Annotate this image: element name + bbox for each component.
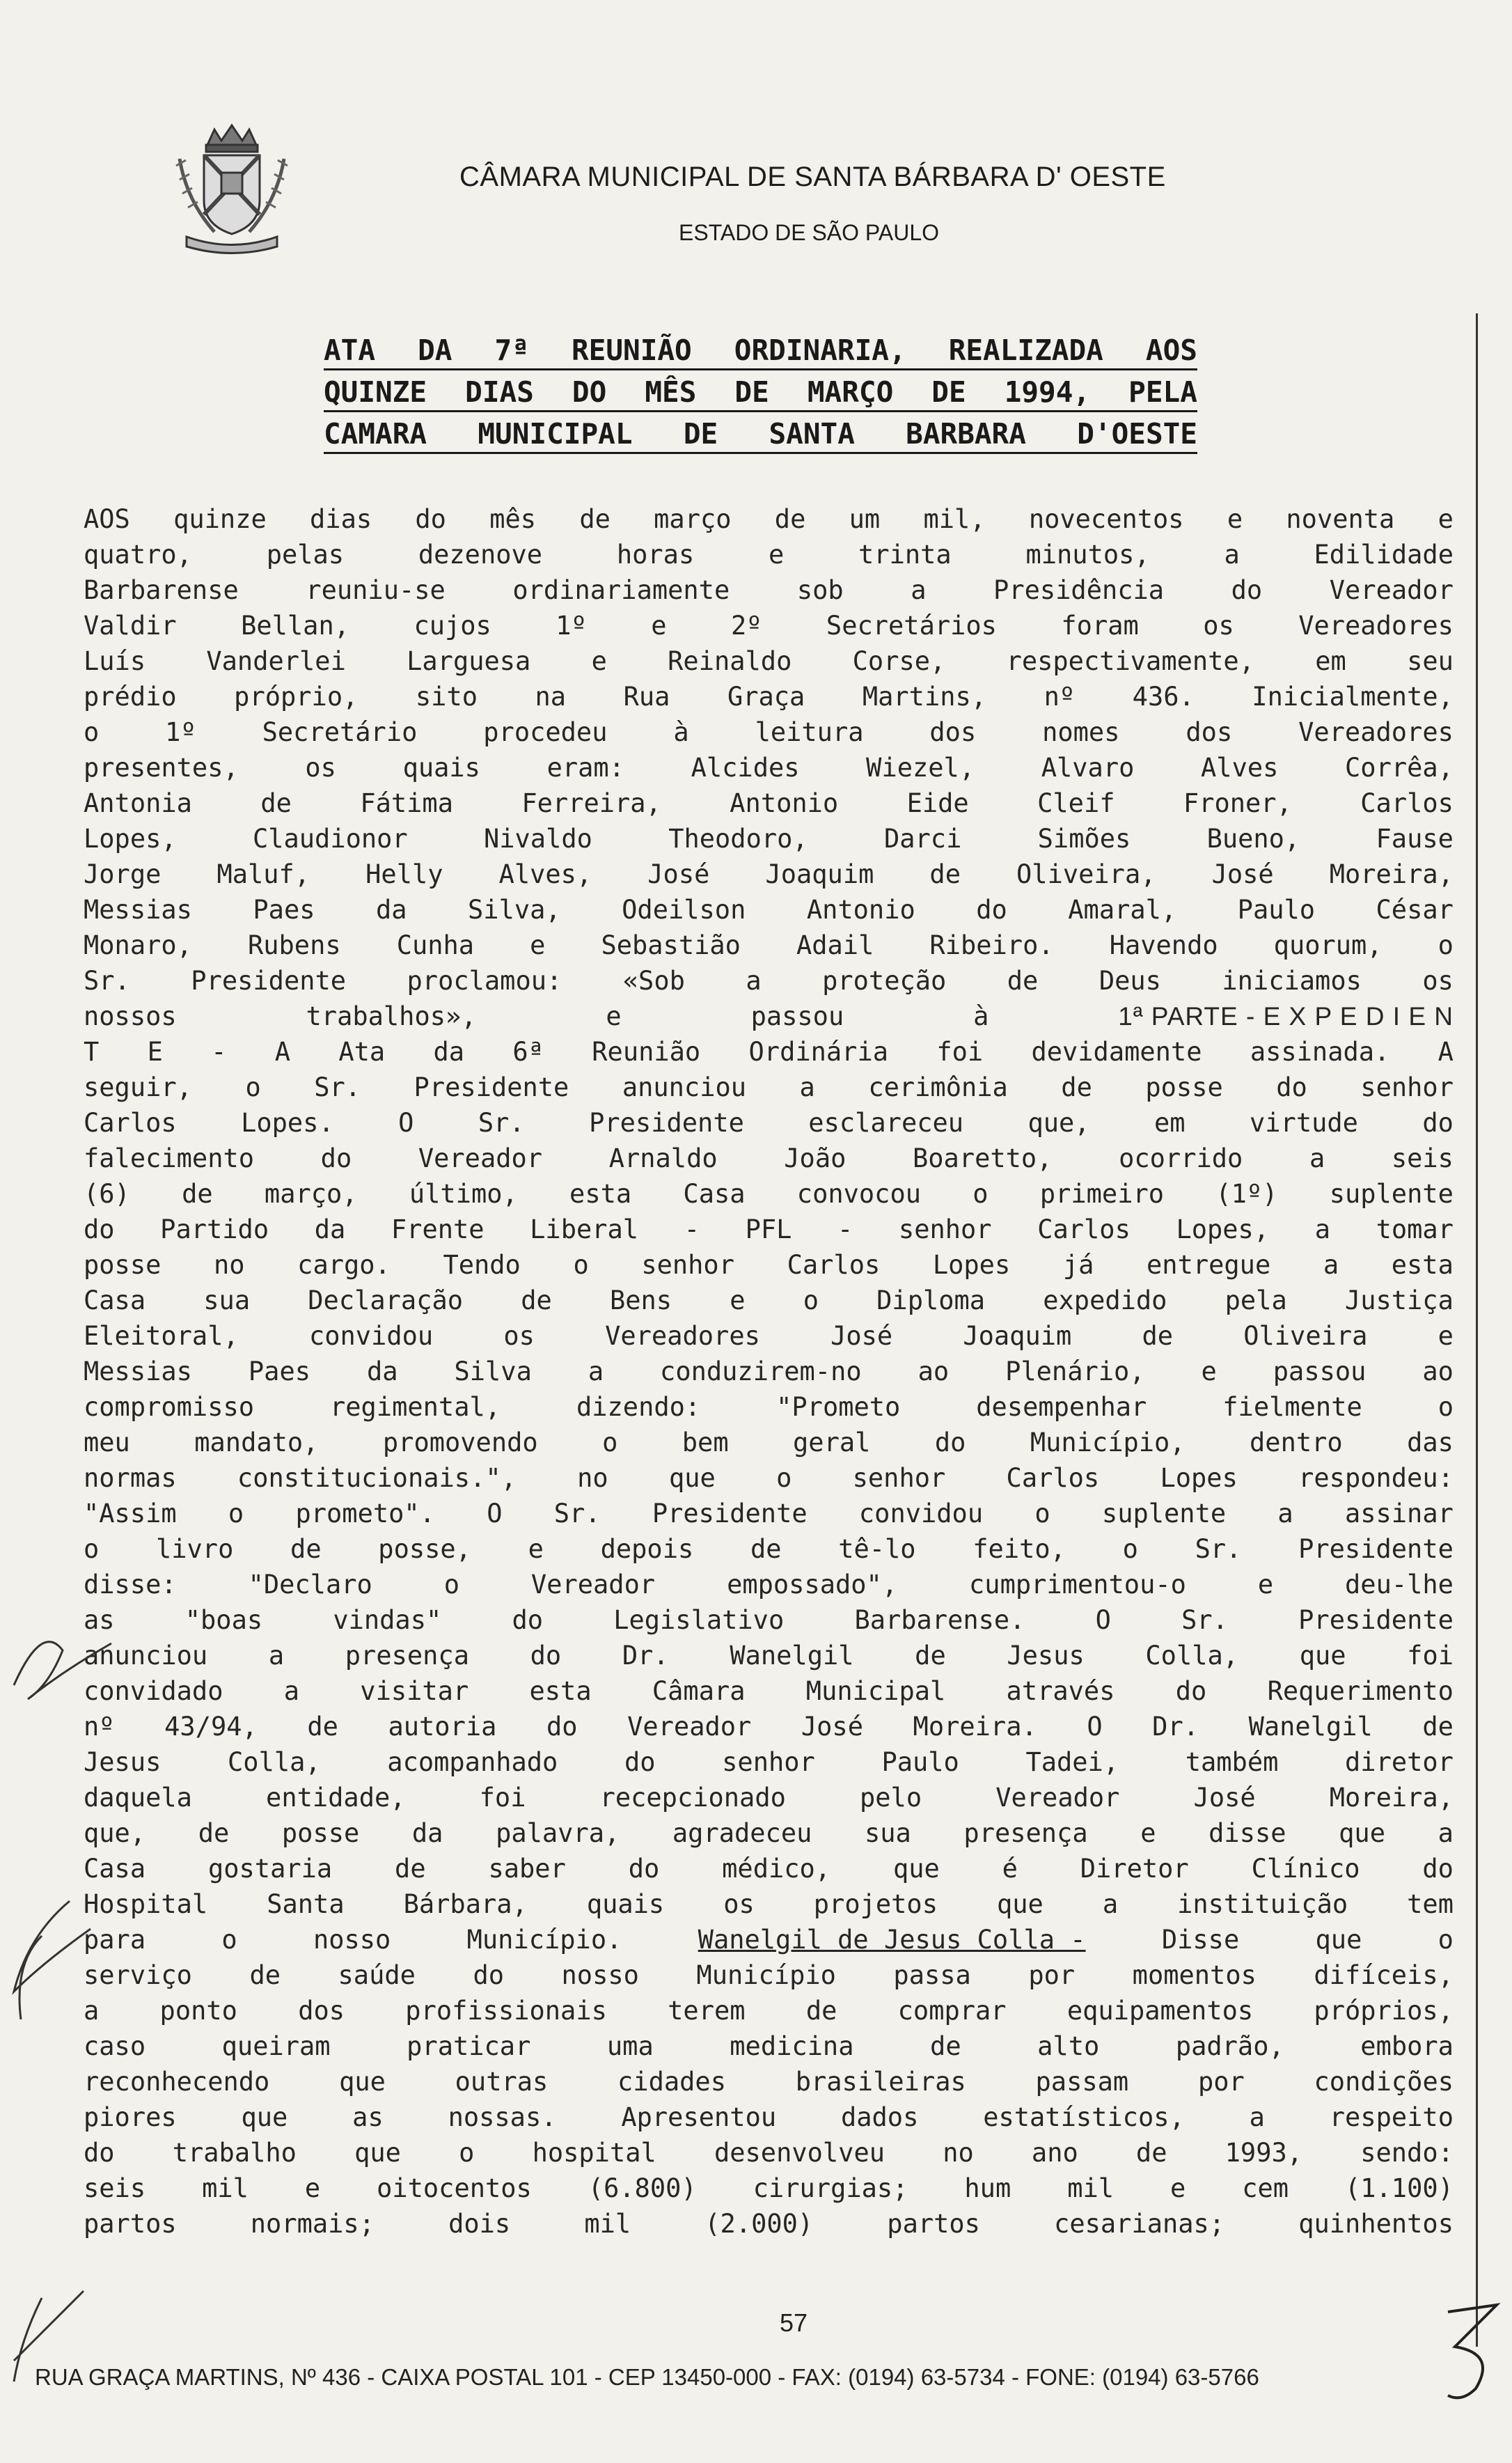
text-line: serviço de saúde do nosso Município passa por momentos difíceis, [84,1960,1454,1990]
text-line: normas constitucionais.", no que o senhor Carlos Lopes respondeu: [84,1463,1454,1493]
title-line [324,373,1197,412]
title-word: BARBARA [906,417,1026,451]
title-word: DO [572,375,607,409]
page-border-line [1476,313,1478,2347]
title-word: MÊS [645,375,697,409]
title-word: ORDINARIA, [734,334,906,367]
text-line: falecimento do Vereador Arnaldo João Boaretto, ocorrido a seis [84,1143,1454,1173]
text-line: o 1º Secretário procedeu à leitura dos nomes dos Vereadores [84,717,1454,747]
text-line: (6) de março, último, esta Casa convocou o primeiro (1º) suplente [84,1179,1454,1209]
text-line: caso queiram praticar uma medicina de alto padrão, embora [84,2031,1454,2061]
text-line: partos normais; dois mil (2.000) partos cesarianas; quinhentos [84,2209,1454,2239]
text-line: Monaro, Rubens Cunha e Sebastião Adail Ribeiro. Havendo quorum, o [84,930,1454,960]
text-line: Eleitoral, convidou os Vereadores José Joaquim de Oliveira e [84,1321,1454,1351]
text-line: Barbarense reuniu-se ordinariamente sob a Presidência do Vereador [84,575,1454,605]
minutes-body [84,501,1454,2242]
text-line: seguir, o Sr. Presidente anunciou a cerimônia de posse do senhor [84,1072,1454,1102]
title-word: D'OESTE [1077,417,1197,451]
footer-address: RUA GRAÇA MARTINS, Nº 436 - CAIXA POSTAL 101 - CEP 13450-000 - FAX: (0194) 63-5734 - FONE: (0194) 63-5766 [35,2364,1259,2390]
title-word: DA [418,334,452,367]
text-line: prédio próprio, sito na Rua Graça Martins, nº 436. Inicialmente, [84,682,1454,712]
text-line: do Partido da Frente Liberal - PFL - senhor Carlos Lopes, a tomar [84,1214,1454,1244]
text-line: quatro, pelas dezenove horas e trinta minutos, a Edilidade [84,540,1454,570]
text-line: Antonia de Fátima Ferreira, Antonio Eide Cleif Froner, Carlos [84,788,1454,818]
text-line: seis mil e oitocentos (6.800) cirurgias; hum mil e cem (1.100) [84,2173,1454,2203]
title-word: DE [931,375,966,409]
title-line [324,331,1197,370]
title-word: ATA [324,334,376,367]
text-line: "Assim o prometo". O Sr. Presidente convidou o suplente a assinar [84,1499,1454,1528]
document-title [324,331,1197,456]
text-line: meu mandato, promovendo o bem geral do Município, dentro das [84,1428,1454,1457]
text-line: Carlos Lopes. O Sr. Presidente esclareceu que, em virtude do [84,1108,1454,1138]
title-word: AOS [1145,334,1197,367]
title-word: DIAS [465,375,534,409]
text-line: reconhecendo que outras cidades brasileiras passam por condições [84,2067,1454,2097]
title-word: DE [683,417,718,451]
title-word: REALIZADA [948,334,1103,367]
text-line: Sr. Presidente proclamou: «Sob a proteção de Deus iniciamos os [84,966,1454,996]
text-line: AOS quinze dias do mês de março de um mil, novecentos e noventa e [84,504,1454,534]
text-line: que, de posse da palavra, agradeceu sua presença e disse que a [84,1818,1454,1848]
margin-signature [0,1602,139,2437]
state-name: ESTADO DE SÃO PAULO [679,220,940,245]
text-line: posse no cargo. Tendo o senhor Carlos Lopes já entregue a esta [84,1250,1454,1280]
text-line: Casa sua Declaração de Bens e o Diploma expedido pela Justiça [84,1285,1454,1315]
text-line: nossos trabalhos», e passou à 1ª PARTE - E X P E D I E N [84,999,1454,1034]
title-word: 7ª [494,334,529,367]
text-line: do trabalho que o hospital desenvolveu no ano de 1993, sendo: [84,2138,1454,2168]
organization-name: CÂMARA MUNICIPAL DE SANTA BÁRBARA D' OESTE [459,162,1166,192]
title-word: 1994, [1004,375,1091,409]
speaker-name: Wanelgil de Jesus Colla - [698,1925,1086,1955]
text-line: T E - A Ata da 6ª Reunião Ordinária foi devidamente assinada. A [84,1037,1454,1067]
text-line: Luís Vanderlei Larguesa e Reinaldo Corse, respectivamente, em seu [84,646,1454,676]
text-line: anunciou a presença do Dr. Wanelgil de Jesus Colla, que foi [84,1641,1454,1671]
title-word: CAMARA [324,417,427,451]
title-word: PELA [1128,375,1197,409]
text-line: as "boas vindas" do Legislativo Barbarense. O Sr. Presidente [84,1605,1454,1635]
title-word: MARÇO [807,375,894,409]
text-line: para o nosso Município. Wanelgil de Jesus Colla - Disse que o [84,1922,1454,1957]
text-line: Messias Paes da Silva, Odeilson Antonio do Amaral, Paulo César [84,895,1454,925]
text-line: compromisso regimental, dizendo: "Prometo desempenhar fielmente o [84,1392,1454,1422]
text-line: Hospital Santa Bárbara, quais os projetos que a instituição tem [84,1889,1454,1919]
text-line: Valdir Bellan, cujos 1º e 2º Secretários foram os Vereadores [84,611,1454,641]
text-line: daquela entidade, foi recepcionado pelo Vereador José Moreira, [84,1783,1454,1813]
text-line: presentes, os quais eram: Alcides Wiezel, Alvaro Alves Corrêa, [84,753,1454,783]
text-line: Casa gostaria de saber do médico, que é Diretor Clínico do [84,1854,1454,1884]
text-line: disse: "Declaro o Vereador empossado", cumprimentou-o e deu-lhe [84,1570,1454,1600]
title-word: QUINZE [324,375,427,409]
title-word: SANTA [769,417,855,451]
initial-mark [1434,2298,1511,2409]
text-line: Jesus Colla, acompanhado do senhor Paulo Tadei, também diretor [84,1747,1454,1777]
title-word: MUNICIPAL [478,417,633,451]
text-line: piores que as nossas. Apresentou dados estatísticos, a respeito [84,2102,1454,2132]
text-line: nº 43/94, de autoria do Vereador José Moreira. O Dr. Wanelgil de [84,1712,1454,1742]
text-line: o livro de posse, e depois de tê-lo feito, o Sr. Presidente [84,1534,1454,1564]
title-word: DE [734,375,769,409]
title-line [324,414,1197,454]
text-line: a ponto dos profissionais terem de comprar equipamentos próprios, [84,1996,1454,2026]
title-word: REUNIÃO [571,334,692,367]
text-line: Messias Paes da Silva a conduzirem-no ao Plenário, e passou ao [84,1356,1454,1386]
text-line: Lopes, Claudionor Nivaldo Theodoro, Darci Simões Bueno, Fause [84,824,1454,854]
page-number: 57 [780,2308,808,2337]
coat-of-arms-icon [166,117,298,256]
expediente-heading: 1ª PARTE - E X P E D I E N [1118,1002,1454,1031]
text-line: convidado a visitar esta Câmara Municipal através do Requerimento [84,1676,1454,1706]
text-line: Jorge Maluf, Helly Alves, José Joaquim de Oliveira, José Moreira, [84,859,1454,889]
